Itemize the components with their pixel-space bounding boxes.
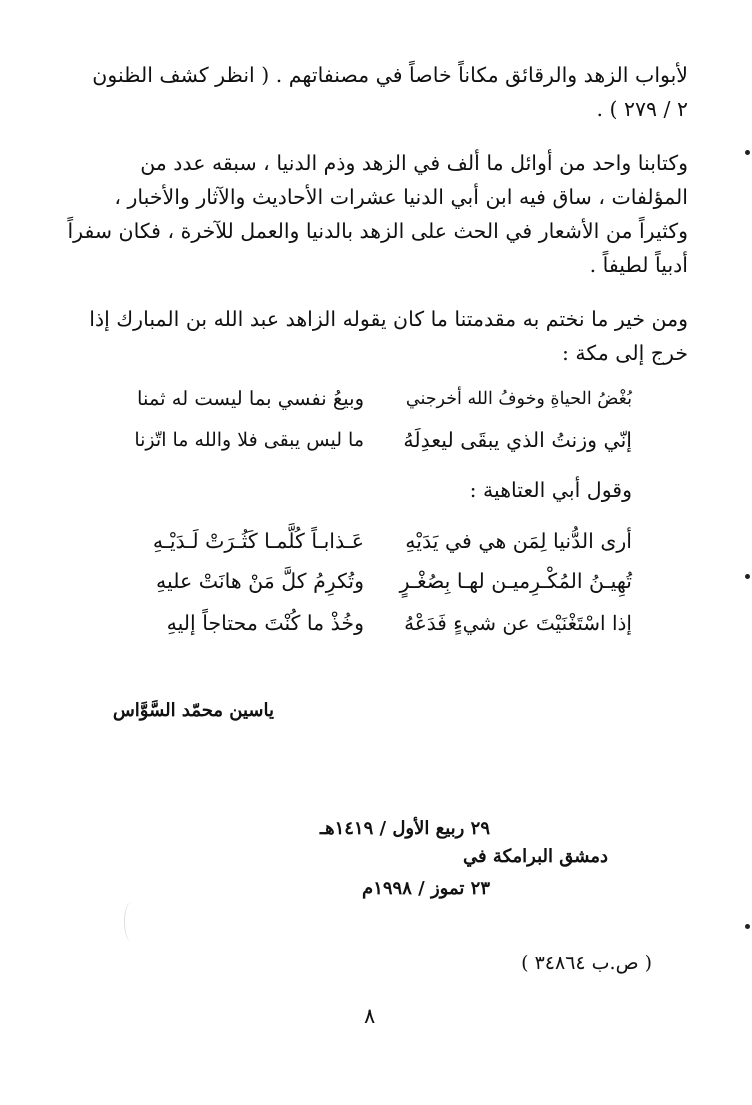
- scan-faint-mark: [124, 902, 139, 942]
- verse-5-second-hemistich: وخُذْ ما كُنْتَ محتاجاً إليهِ: [166, 611, 364, 635]
- date-gregorian: ٢٣ تموز / ١٩٩٨م: [362, 878, 490, 899]
- place-line: دمشق البرامكة في: [463, 846, 608, 867]
- text-line: ٢ / ٢٧٩ ) .: [596, 97, 688, 121]
- text-line: لأبواب الزهد والرقائق مكاناً خاصاً في مصنفاتهم . ( انظر كشف الظنون: [92, 63, 688, 87]
- verse-3-second-hemistich: عَـذابـاً كُلَّمـا كَثُـرَتْ لَـدَيْـهِ: [152, 529, 364, 553]
- verse-4-first-hemistich: تُهِيـنُ المُكْـرِميـن لهـا بِصُغْـرٍ: [399, 569, 632, 593]
- page-number: ٨: [364, 1004, 376, 1028]
- author-signature: ياسين محمّد السَّوَّاس: [112, 700, 274, 721]
- verse-5-first-hemistich: إذا اسْتَغْنَيْتَ عن شيءٍ فَدَعْهُ: [404, 611, 632, 635]
- verse-1-second-hemistich: وبيعُ نفسي بما ليست له ثمنا: [137, 387, 364, 410]
- text-line: خرج إلى مكة :: [562, 341, 688, 365]
- paragraph-ibn-mubarak-intro: [62, 302, 688, 370]
- text-line: وكتابنا واحد من أوائل ما ألف في الزهد وذم الدنيا ، سبقه عدد من: [140, 151, 688, 175]
- text-line: وكثيراً من الأشعار في الحث على الزهد بالدنيا والعمل للآخرة ، فكان سفراً: [67, 219, 688, 243]
- verse-3-first-hemistich: أرى الدُّنيا لِمَن هي في يَدَيْهِ: [405, 529, 632, 553]
- text-line: أدبياً لطيفاً .: [589, 253, 688, 277]
- paragraph-book-description: [62, 146, 688, 282]
- verse-4-second-hemistich: وتُكرِمُ كلَّ مَنْ هانَتْ عليهِ: [156, 569, 364, 593]
- text-line: المؤلفات ، ساق فيه ابن أبي الدنيا عشرات الأحاديث والآثار والأخبار ،: [114, 185, 688, 209]
- po-box: ( ص.ب ٣٤٨٦٤ ): [521, 952, 652, 974]
- verse-2-second-hemistich: ما ليس يبقى فلا والله ما اتّزنا: [134, 429, 364, 451]
- poem2-intro: وقول أبي العتاهية :: [469, 478, 632, 502]
- verse-1-first-hemistich: بُغْضُ الحياةِ وخوفُ الله أخرجني: [405, 389, 632, 409]
- scan-dot-mark: [745, 924, 750, 929]
- date-hijri: ٢٩ ربيع الأول / ١٤١٩هـ: [319, 818, 490, 839]
- text-line: ومن خير ما نختم به مقدمتنا ما كان يقوله الزاهد عبد الله بن المبارك إذا: [89, 307, 688, 331]
- scan-dot-mark: [745, 574, 750, 579]
- verse-2-first-hemistich: إنّي وزنتُ الذي يبقَى ليعدِلَهُ: [403, 428, 632, 452]
- paragraph-kashf-reference: [62, 58, 688, 126]
- scan-dot-mark: [745, 150, 750, 155]
